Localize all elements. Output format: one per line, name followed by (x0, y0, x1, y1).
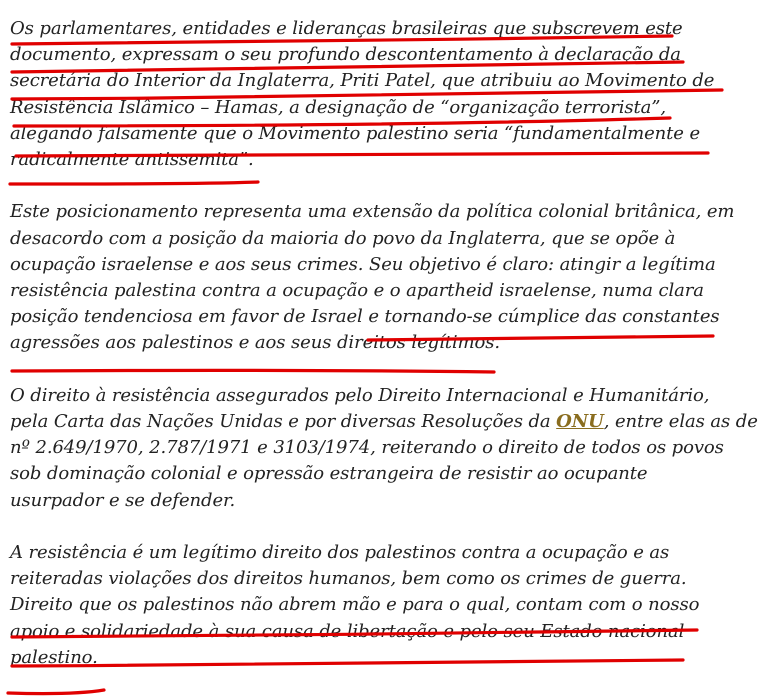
paragraph-1 (10, 16, 750, 173)
text-line: nº 2.649/1970, 2.787/1971 e 3103/1974, reiterando o direito de todos os povos (10, 437, 724, 459)
text-segment: pela Carta das Nações Unidas e por diversas Resoluções da (10, 411, 557, 433)
text-line: A resistência é um legítimo direito dos palestinos contra a ocupação e as (10, 542, 670, 564)
text-line: Resistência Islâmico – Hamas, a designação de “organização terrorista”, (10, 96, 667, 118)
article-body (10, 16, 758, 697)
text-line: documento, expressam o seu profundo descontentamento à declaração da (10, 44, 681, 66)
paragraph-2 (10, 199, 750, 356)
paragraph-4 (10, 540, 750, 671)
text-segment: , entre elas as de (603, 411, 758, 433)
text-line: apoio e solidariedade à sua causa de libertação e pelo seu Estado nacional (10, 620, 685, 642)
text-line: alegando falsamente que o Movimento palestino seria “fundamentalmente e (10, 122, 701, 144)
text-line: resistência palestina contra a ocupação e o apartheid israelense, numa clara (10, 280, 704, 302)
text-line: sob dominação colonial e opressão estrangeira de resistir ao ocupante (10, 463, 648, 485)
paragraph-3 (10, 383, 758, 514)
onu-link[interactable]: ONU (556, 411, 604, 433)
text-line: desacordo com a posição da maioria do povo da Inglaterra, que se opõe à (10, 227, 676, 249)
text-line: Direito que os palestinos não abrem mão e para o qual, contam com o nosso (10, 594, 700, 616)
text-line: posição tendenciosa em favor de Israel e tornando-se cúmplice das constantes (10, 306, 720, 328)
text-line: Este posicionamento representa uma extensão da política colonial britânica, em (10, 201, 735, 223)
text-line: usurpador e se defender. (10, 489, 236, 511)
text-line: Os parlamentares, entidades e lideranças brasileiras que subscrevem este (10, 18, 683, 39)
text-line: reiteradas violações dos direitos humanos, bem como os crimes de guerra. (10, 568, 687, 590)
text-line: secretária do Interior da Inglaterra, Priti Patel, que atribuiu ao Movimento de (10, 70, 715, 92)
text-line: palestino. (10, 646, 98, 668)
text-line (10, 409, 758, 435)
text-line: agressões aos palestinos e aos seus direitos legítimos. (10, 332, 500, 354)
text-line: O direito à resistência assegurados pelo Direito Internacional e Humanitário, (10, 384, 710, 406)
text-line: radicalmente antissemita”. (10, 149, 254, 171)
text-line: ocupação israelense e aos seus crimes. Seu objetivo é claro: atingir a legítima (10, 253, 716, 275)
